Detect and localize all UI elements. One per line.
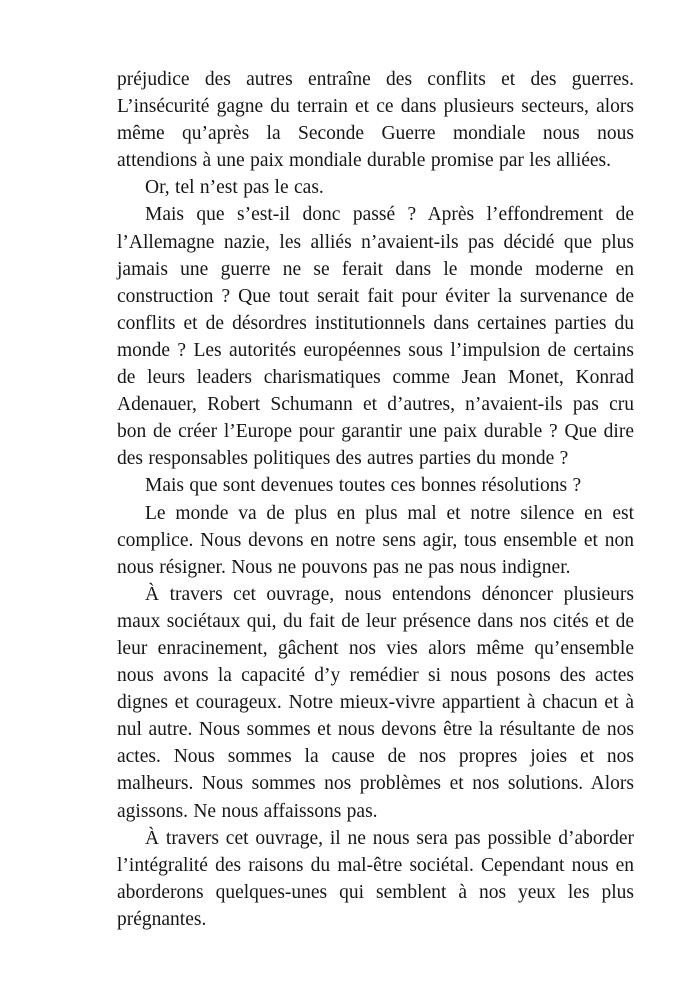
paragraph: À travers cet ouvrage, il ne nous sera pas possible d’aborder l’intégralité des raisons du mal-être sociétal. Cependant nous en aborderons quelques-unes qui semblent à nos yeux les plus prégnantes. [117, 827, 634, 930]
paragraph: Or, tel n’est pas le cas. [145, 177, 324, 199]
paragraph: À travers cet ouvrage, nous entendons dénoncer plusieurs maux sociétaux qui, du fait de leur présence dans nos cités et de leur enracinement, gâchent nos vies alors même qu’ensemble nous avons la capacité d’y remédier si nous posons des actes dignes et courageux. Notre mieux-vivre appartient à chacun et à nul autre. Nous sommes et nous devons être la résultante de nos actes. Nous sommes la cause de nos propres joies et nos malheurs. Nous sommes nos problèmes et nos solutions. Alors agissons. Ne nous affaissons pas. [117, 583, 634, 822]
page-text [117, 66, 634, 933]
paragraph: Mais que s’est-il donc passé ? Après l’effondrement de l’Allemagne nazie, les alliés n’avaient-ils pas décidé que plus jamais une guerre ne se ferait dans le monde moderne en construction ? Que tout serait fait pour éviter la survenance de conflits et de désordres institutionnels dans certaines parties du monde ? Les autorités européennes sous l’impulsion de certains de leurs leaders charismatiques comme Jean Monet, Konrad Adenauer, Robert Schumann et d’autres, n’avaient-ils pas cru bon de créer l’Europe pour garantir une paix durable ? Que dire des responsables politiques des autres parties du monde ? [117, 204, 634, 470]
paragraph: préjudice des autres entraîne des conflits et des guerres. L’insécurité gagne du terrain et ce dans plusieurs secteurs, alors même qu’après la Seconde Guerre mondiale nous nous attendions à une paix mondiale durable promise par les alliées. [117, 69, 634, 172]
paragraph: Mais que sont devenues toutes ces bonnes résolutions ? [145, 475, 582, 497]
paragraph: Le monde va de plus en plus mal et notre silence en est complice. Nous devons en notre sens agir, tous ensemble et non nous résigner. Nous ne pouvons pas ne pas nous indigner. [117, 502, 634, 578]
